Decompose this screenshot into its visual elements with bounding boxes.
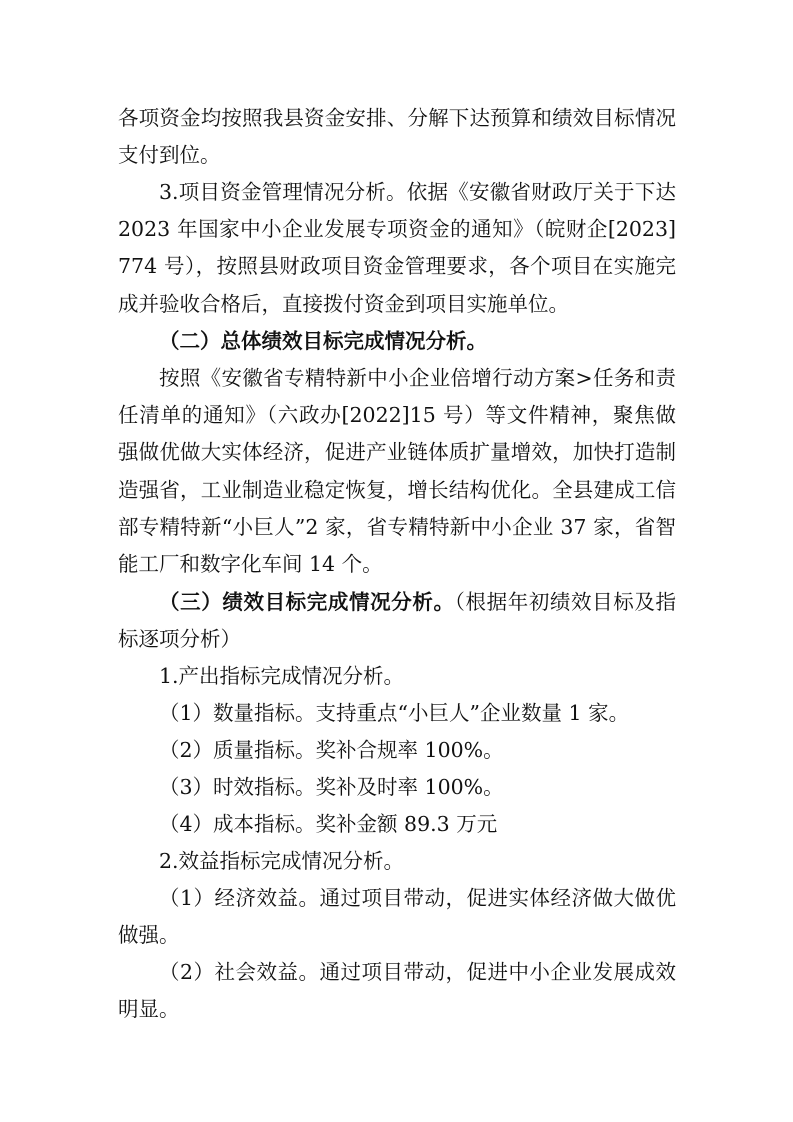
- section-heading-goal-completion-title: （三）绩效目标完成情况分析。: [159, 590, 455, 614]
- paragraph-benefit-indicators: 2.效益指标完成情况分析。: [159, 849, 405, 873]
- section-heading-goal-completion: [118, 584, 676, 658]
- paragraph-overall-goals: 按照《安徽省专精特新中小企业倍增行动方案>任务和责任清单的通知》（六政办[2022]15 号）等文件精神，聚焦做强做优做大实体经济，促进产业链体质扩量增效，加快打造制造强省，工业制造业稳定恢复，增长结构优化。全县建成工信部专精特新“小巨人”2 家，省专精特新中小企业 37 家，省智能工厂和数字化车间 14 个。: [118, 366, 676, 577]
- paragraph-cost-indicator: （4）成本指标。奖补金额 89.3 万元: [159, 812, 498, 836]
- section-heading-goal-completion-note: （根据年初绩效目标及指标逐项分析）: [118, 590, 677, 652]
- section-heading-overall-goals: （二）总体绩效目标完成情况分析。: [159, 329, 487, 353]
- paragraph-quality-indicator: （2）质量指标。奖补合规率 100%。: [159, 738, 504, 762]
- paragraph-output-indicators: 1.产出指标完成情况分析。: [159, 664, 405, 688]
- paragraph-economic-benefit: （1）经济效益。通过项目带动，促进实体经济做大做优做强。: [118, 886, 676, 948]
- paragraph-fund-management: 3.项目资金管理情况分析。依据《安徽省财政厅关于下达 2023 年国家中小企业发展专项资金的通知》（皖财企[2023]774 号），按照县财政项目资金管理要求，各个项目在实施完成并验收合格后，直接拨付资金到项目实施单位。: [118, 180, 676, 316]
- paragraph-funds-paid: 各项资金均按照我县资金安排、分解下达预算和绩效目标情况支付到位。: [118, 106, 676, 168]
- paragraph-social-benefit: （2）社会效益。通过项目带动，促进中小企业发展成效明显。: [118, 960, 676, 1022]
- paragraph-quantity-indicator: （1）数量指标。支持重点“小巨人”企业数量 1 家。: [159, 701, 630, 725]
- paragraph-timeliness-indicator: （3）时效指标。奖补及时率 100%。: [159, 775, 504, 799]
